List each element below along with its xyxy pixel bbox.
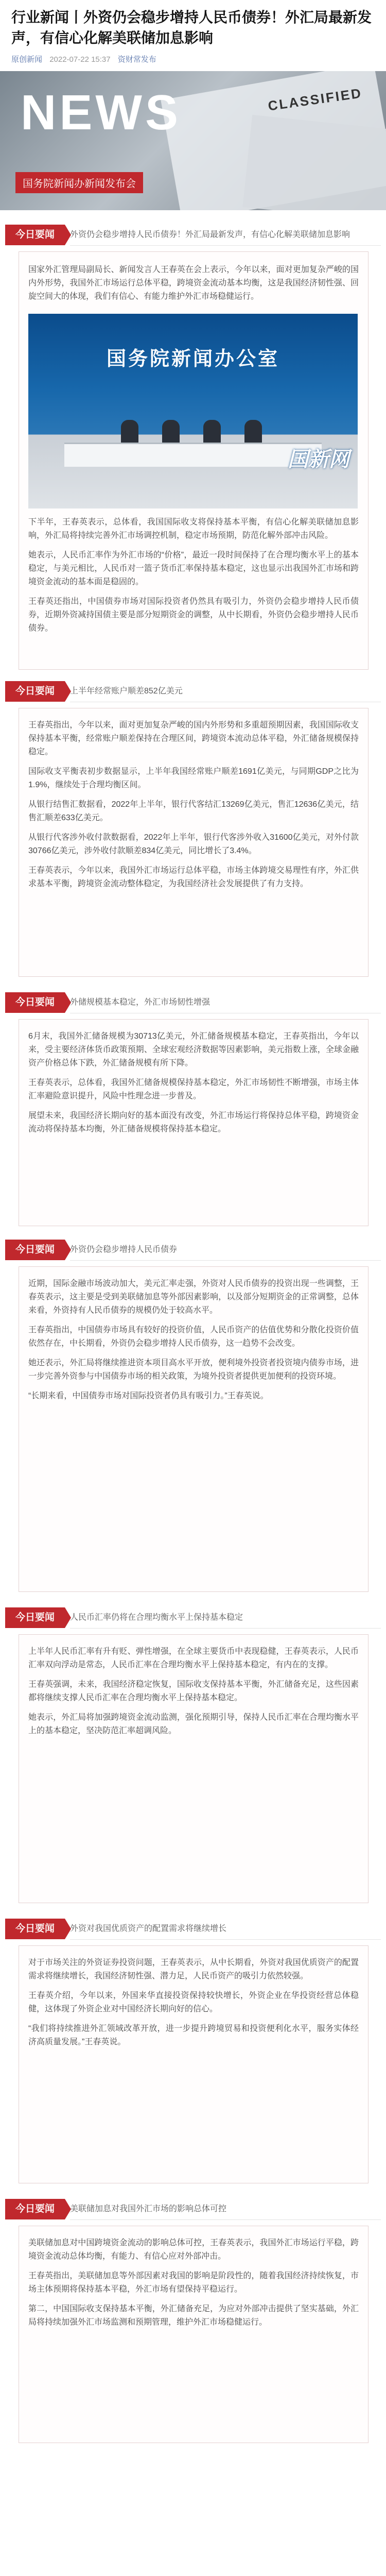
paragraph: “长期来看，中国债券市场对国际投资者仍具有吸引力。”王春英说。: [28, 1392, 269, 1400]
section-header: [0, 1607, 386, 1630]
section-header: [0, 1240, 386, 1262]
section-headline: 外储规模基本稳定，外汇市场韧性增强: [70, 992, 381, 1013]
section-headline: 外资仍会稳步增持人民币债券: [70, 1240, 381, 1261]
photo-banner-text: 国务院新闻办公室: [106, 348, 279, 370]
paragraph: 对于市场关注的外资证券投资问题，王春英表示，从中长期看，外资对我国优质资产的配置需求将继续增长，我国经济韧性强、潜力足，人民币资产的吸引力依然较强。: [28, 1958, 359, 1980]
paragraph: 上半年人民币汇率有升有贬、弹性增强，在全球主要货币中表现稳健，王春英表示，人民币汇率双向浮动是常态，人民币汇率在合理均衡水平上保持基本稳定，有内在的支撑。: [28, 1647, 359, 1669]
section-headline: 外资仍会稳步增持人民币债券！外汇局最新发声，有信心化解美联储加息影响: [70, 225, 381, 246]
section-card: [19, 708, 369, 977]
original-tag[interactable]: 原创新闻: [11, 55, 43, 64]
account-name[interactable]: 资财常发布: [117, 55, 156, 64]
paragraph: 她还表示，外汇局将继续推进资本项目高水平开放，便利境外投资者投资境内债券市场，进一步完善外资参与中国债券市场的相关政策，为境外投资者提供更加便利的投资环境。: [28, 1359, 359, 1381]
paragraph: 王春英表示，今年以来，我国外汇市场运行总体平稳，市场主体跨境交易理性有序，外汇供求基本平衡，跨境资金流动整体稳定，为我国经济社会发展提供了有力支持。: [28, 866, 359, 888]
article-title: 行业新闻丨外资仍会稳步增持人民币债券！外汇局最新发声，有信心化解美联储加息影响: [11, 9, 372, 46]
paragraph: 王春英指出，今年以来，面对更加复杂严峻的国内外形势和多重超预期因素，我国国际收支保持基本平衡，经常账户顺差保持在合理区间，跨境资本流动总体平稳，外汇储备规模保持稳定。: [28, 721, 359, 756]
hero-image: [0, 71, 386, 210]
section-card: [19, 1945, 369, 2183]
hero-news-word: NEWS: [21, 85, 181, 140]
photo-person: [162, 420, 180, 446]
section-header: [0, 1919, 386, 1941]
paragraph: 近期，国际金融市场波动加大，美元汇率走强，外资对人民币债券的投资出现一些调整，王春英表示，这主要是受到美联储加息等外部因素影响，以及部分短期资金的正常调整，总体来看，外资持有人民币债券的规模仍处于较高水平。: [28, 1279, 359, 1315]
photo-person: [203, 420, 221, 446]
paragraph: 从银行结售汇数据看，2022年上半年，银行代客结汇13269亿美元，售汇12636亿美元，结售汇顺差633亿美元。: [28, 800, 359, 822]
article-meta: [11, 54, 156, 64]
paragraph: 她表示，人民币汇率作为外汇市场的“价格”，最近一段时间保持了在合理均衡水平上的基本稳定，与美元相比，人民币对一篮子货币汇率保持基本稳定，这也显示出我国外汇市场和跨境资金流动的基本面是稳固的。: [28, 551, 359, 586]
photo-watermark: 国新网: [288, 448, 349, 471]
section-tag: 今日要闻: [5, 1240, 65, 1260]
press-conference-photo: [28, 314, 358, 509]
photo-desk: [64, 443, 322, 467]
paragraph: 国际收支平衡表初步数据显示，上半年我国经常账户顺差1691亿美元，与同期GDP之比为1.9%，继续处于合理均衡区间。: [28, 767, 359, 789]
paragraph: 王春英指出，中国债券市场具有较好的投资价值，人民币资产的估值优势和分散化投资价值依然存在，中长期看，外资仍会稳步增持人民币债券，这一趋势不会改变。: [28, 1326, 359, 1348]
section-card: [19, 251, 369, 670]
section-headline: 美联储加息对我国外汇市场的影响总体可控: [70, 2199, 381, 2220]
section-tag: 今日要闻: [5, 992, 65, 1013]
paragraph: 王春英指出，美联储加息等外部因素对我国的影响是阶段性的，随着我国经济持续恢复，市场主体预期将保持基本平稳，外汇市场有望保持平稳运行。: [28, 2272, 359, 2294]
section-card: [19, 2226, 369, 2443]
section-card: [19, 1266, 369, 1592]
publish-date: 2022-07-22 15:37: [49, 55, 111, 64]
paragraph: 下半年，王春英表示，总体看，我国国际收支将保持基本平衡，有信心化解美联储加息影响，外汇局将持续完善外汇市场调控机制，稳定市场预期，防范化解外部冲击风险。: [28, 518, 359, 540]
paragraph: 王春英强调，未来，我国经济稳定恢复，国际收支保持基本平衡，外汇储备充足，这些因素都将继续支撑人民币汇率在合理均衡水平上保持基本稳定。: [28, 1680, 359, 1702]
section-tag: 今日要闻: [5, 1919, 65, 1939]
section-header: [0, 225, 386, 247]
section-card: [19, 1634, 369, 1903]
section-tag: 今日要闻: [5, 225, 65, 245]
hero-ribbon: 国务院新闻办新闻发布会: [15, 172, 143, 193]
section-tag: 今日要闻: [5, 681, 65, 702]
paragraph: 王春英介绍，今年以来，外国来华直接投资保持较快增长，外资企业在华投资经营总体稳健，这体现了外资企业对中国经济长期向好的信心。: [28, 1991, 359, 2013]
paragraph: 6月末，我国外汇储备规模为30713亿美元，外汇储备规模基本稳定，王春英指出，今年以来，受主要经济体货币政策预期、全球宏观经济数据等因素影响，美元指数上涨，全球金融资产价格总体下跌，外汇储备规模有所下降。: [28, 1032, 359, 1067]
section-headline: 人民币汇率仍将在合理均衡水平上保持基本稳定: [70, 1607, 381, 1629]
section-header: [0, 992, 386, 1015]
paragraph: 国家外汇管理局副局长、新闻发言人王春英在会上表示，今年以来，面对更加复杂严峻的国内外形势，我国外汇市场运行总体平稳，跨境资金流动基本均衡，这是我国经济韧性强、回旋空间大的体现，我们有信心、有能力维护外汇市场稳健运行。: [28, 265, 359, 301]
section-headline: 外资对我国优质资产的配置需求将继续增长: [70, 1919, 381, 1940]
section-headline: 上半年经常账户顺差852亿美元: [70, 681, 381, 702]
section-header: [0, 681, 386, 704]
paragraph: 王春英还指出，中国债券市场对国际投资者仍然具有吸引力，外资仍会稳步增持人民币债券，近期外资减持国债主要是部分短期资金的调整，从中长期看，外资仍会稳步增持人民币债券。: [28, 597, 359, 633]
paragraph: 展望未来，我国经济长期向好的基本面没有改变，外汇市场运行将保持总体平稳，跨境资金流动将保持基本均衡，外汇储备规模将保持基本稳定。: [28, 1111, 359, 1133]
paragraph: 她表示，外汇局将加强跨境资金流动监测，强化预期引导，保持人民币汇率在合理均衡水平上的基本稳定，坚决防范汇率超调风险。: [28, 1713, 359, 1735]
section-card: [19, 1019, 369, 1226]
section-header: [0, 2199, 386, 2222]
section-tag: 今日要闻: [5, 2199, 65, 2219]
paragraph: 王春英表示，总体看，我国外汇储备规模保持基本稳定，外汇市场韧性不断增强，市场主体汇率避险意识提升，风险中性理念进一步普及。: [28, 1078, 359, 1100]
photo-person: [244, 420, 262, 446]
hero-paper-decor: [242, 115, 386, 210]
photo-person: [121, 420, 138, 446]
paragraph: 第二，中国国际收支保持基本平衡，外汇储备充足，为应对外部冲击提供了坚实基础，外汇局将持续加强外汇市场监测和预期管理，维护外汇市场稳健运行。: [28, 2304, 359, 2327]
hero-stamp: CLASSIFIED: [267, 85, 363, 114]
paragraph: “我们将持续推进外汇领域改革开放，进一步提升跨境贸易和投资便利化水平，服务实体经济高质量发展。”王春英说。: [28, 2024, 359, 2046]
paragraph: 美联储加息对中国跨境资金流动的影响总体可控，王春英表示，我国外汇市场运行平稳，跨境资金流动总体均衡，有能力、有信心应对外部冲击。: [28, 2239, 359, 2261]
paragraph: 从银行代客涉外收付款数据看，2022年上半年，银行代客涉外收入31600亿美元，对外付款30766亿美元，涉外收付款顺差834亿美元，同比增长了3.4%。: [28, 833, 359, 855]
section-tag: 今日要闻: [5, 1607, 65, 1628]
